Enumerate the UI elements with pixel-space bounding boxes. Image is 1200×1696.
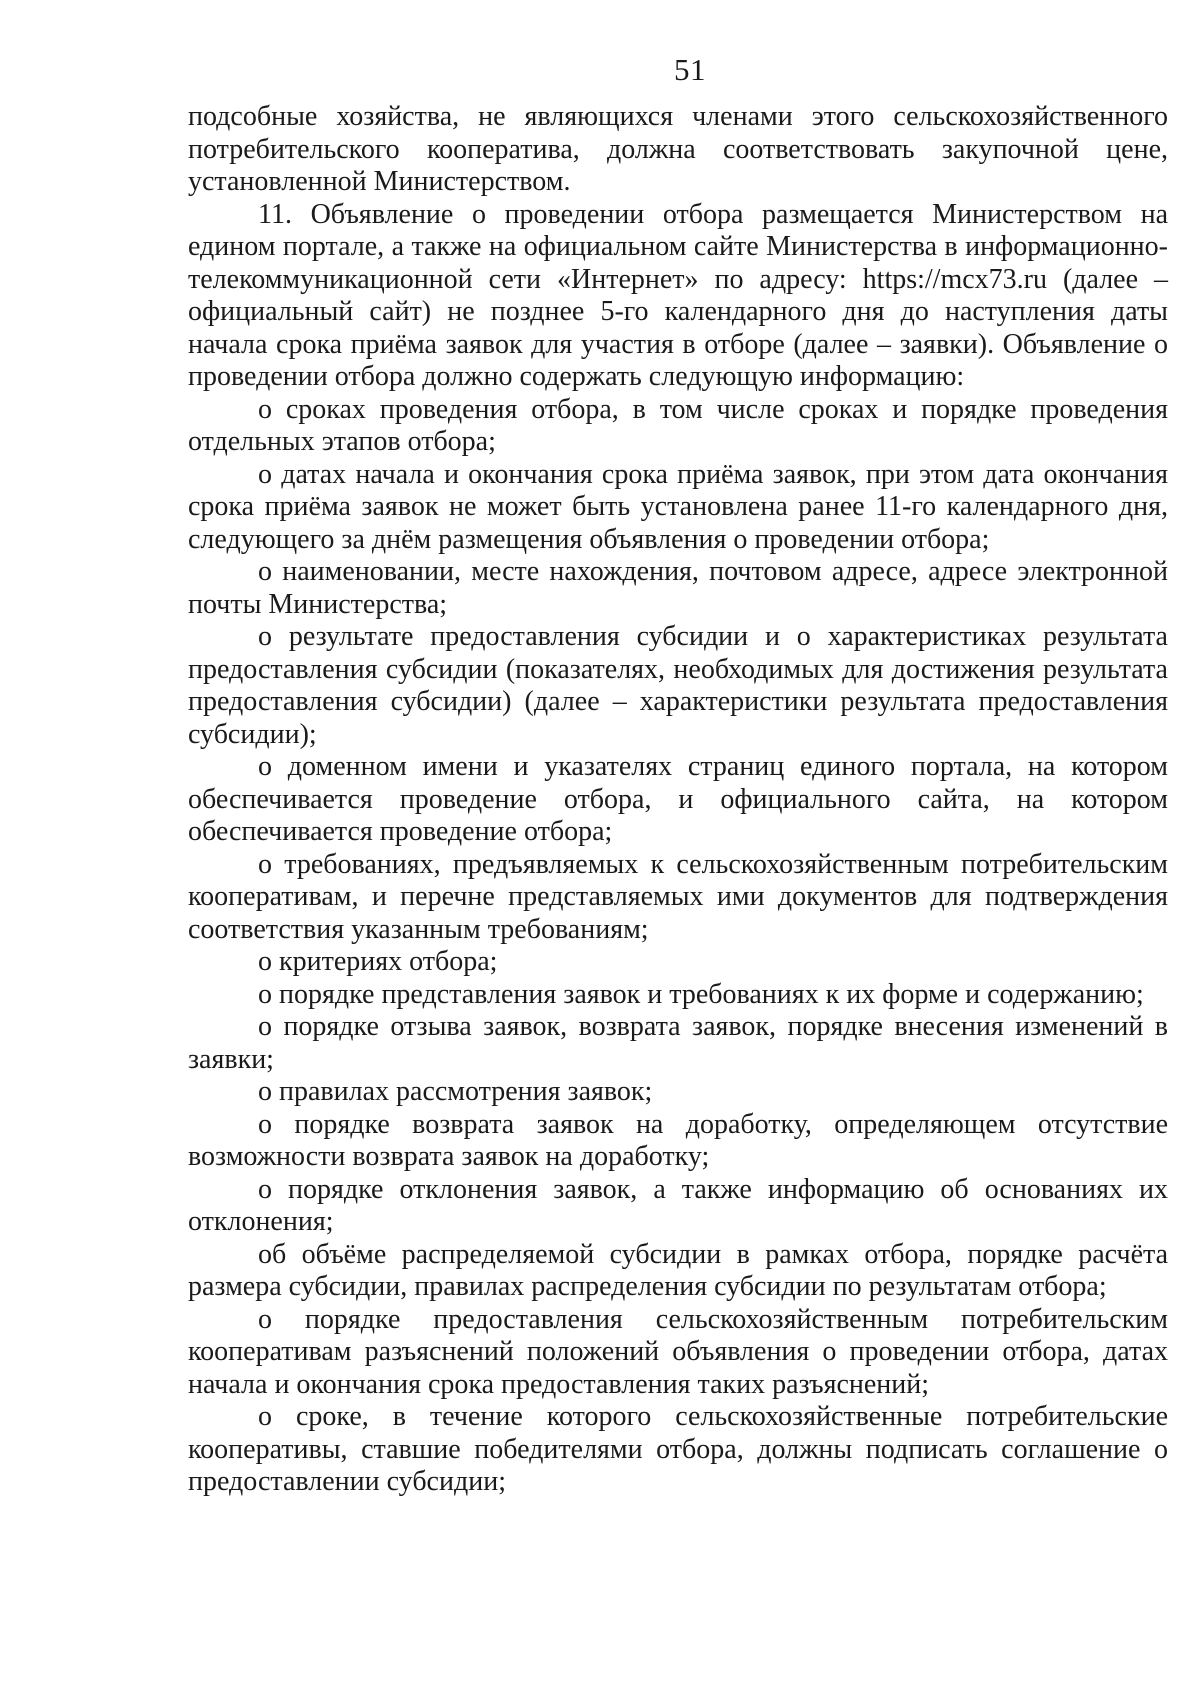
paragraph-info-withdrawal: о порядке отзыва заявок, возврата заявок, порядке внесения изменений в заявки; — [188, 1011, 1168, 1075]
paragraph-item-11: 11. Объявление о проведении отбора размещается Министерством на едином портале, а также на официальном сайте Министерства в информационно-телекоммуникационной сети «Интернет» по адресу: https://mcx73.ru (далее – официальный сайт) не позднее 5-го календарного дня до наступления даты начала срока приёма заявок для участия в отборе (далее – заявки). Объявление о проведении отбора должно содержать следующую информацию: — [188, 198, 1168, 392]
paragraph-info-rework: о порядке возврата заявок на доработку, определяющем отсутствие возможности возврата заявок на доработку; — [188, 1108, 1168, 1172]
paragraph-info-criteria: о критериях отбора; — [258, 946, 498, 977]
paragraph-info-submission: о порядке представления заявок и требованиях к их форме и содержанию; — [258, 978, 1144, 1010]
paragraph-info-ministry: о наименовании, месте нахождения, почтовом адресе, адресе электронной почты Министерства; — [188, 556, 1168, 620]
paragraph-info-terms: о сроках проведения отбора, в том числе сроках и порядке проведения отдельных этапов отбора; — [188, 393, 1168, 457]
document-body — [188, 101, 1168, 1499]
page-number: 51 — [674, 52, 706, 87]
paragraph-info-result: о результате предоставления субсидии и о характеристиках результата предоставления субсидии (показателях, необходимых для достижения результата предоставления субсидии) (далее – характеристики результата предоставления субсидии); — [188, 621, 1168, 750]
paragraph-info-volume: об объёме распределяемой субсидии в рамках отбора, порядке расчёта размера субсидии, правилах распределения субсидии по результатам отбора; — [188, 1238, 1168, 1302]
paragraph-info-domain: о доменном имени и указателях страниц единого портала, на котором обеспечивается проведение отбора, и официального сайта, на котором обеспечивается проведение отбора; — [188, 751, 1168, 847]
paragraph-info-requirements: о требованиях, предъявляемых к сельскохозяйственным потребительским кооперативам, и перечне представляемых ими документов для подтверждения соответствия указанным требованиям; — [188, 848, 1168, 945]
paragraph-info-clarifications: о порядке предоставления сельскохозяйственным потребительским кооперативам разъяснений положений объявления о проведении отбора, датах начала и окончания срока предоставления таких разъяснений; — [188, 1303, 1168, 1400]
paragraph-info-review-rules: о правилах рассмотрения заявок; — [258, 1076, 653, 1107]
paragraph-info-dates: о датах начала и окончания срока приёма заявок, при этом дата окончания срока приёма заявок не может быть установлена ранее 11-го календарного дня, следующего за днём размещения объявления о проведении отбора; — [188, 458, 1168, 555]
paragraph-info-rejection: о порядке отклонения заявок, а также информацию об основаниях их отклонения; — [188, 1173, 1168, 1237]
paragraph-info-agreement: о сроке, в течение которого сельскохозяйственные потребительские кооперативы, ставшие победителями отбора, должны подписать соглашение о предоставлении субсидии; — [188, 1401, 1168, 1497]
paragraph-continuation: подсобные хозяйства, не являющихся членами этого сельскохозяйственного потребительского кооператива, должна соответствовать закупочной цене, установленной Министерством. — [188, 101, 1168, 197]
